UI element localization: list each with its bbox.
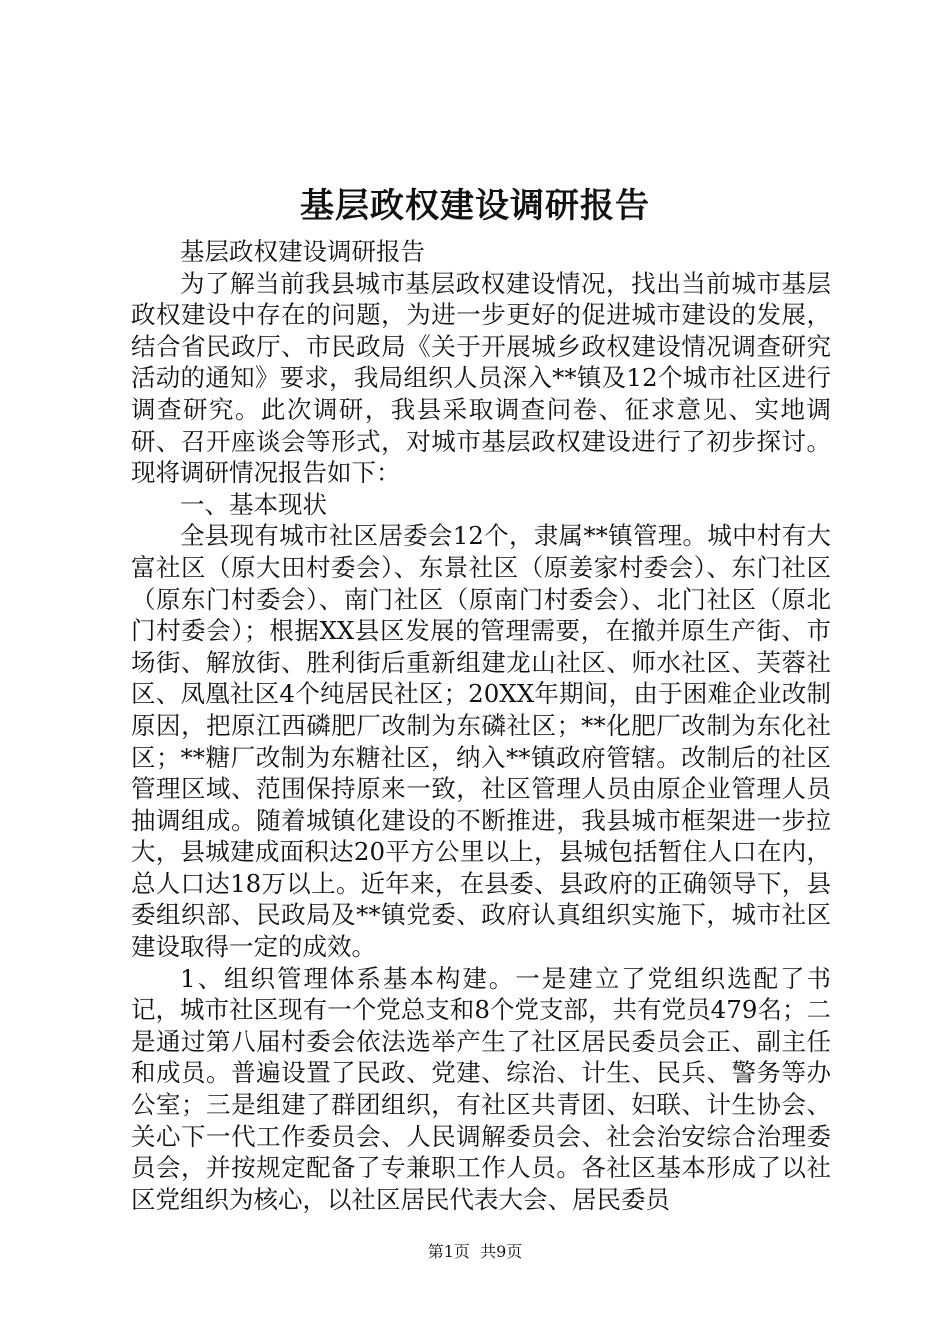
status-paragraph: 全县现有城市社区居委会12个，隶属**镇管理。城中村有大富社区（原大田村委会）、东景社区（原姜家村委会）、东门社区（原东门村委会）、南门社区（原南门村委会）、北门社区（原北门村委会）；根据XX县区发展的管理需要，在撤并原生产街、市场街、解放街、胜利街后重新组建龙山社区、师水社区、芙蓉社区、凤凰社区4个纯居民社区；20XX年期间，由于困难企业改制原因，把原江西磷肥厂改制为东磷社区；**化肥厂改制为东化社区；**糖厂改制为东糖社区，纳入**镇政府管辖。改制后的社区管理区域、范围保持原来一致，社区管理人员由原企业管理人员抽调组成。随着城镇化建设的不断推进，我县城市框架进一步拉大，县城建成面积达20平方公里以上，县城包括暂住人口在内，总人口达18万以上。近年来，在县委、县政府的正确领导下，县委组织部、民政局及**镇党委、政府认真组织实施下，城市社区建设取得一定的成效。 — [131, 521, 831, 962]
page-footer — [0, 1242, 950, 1262]
document-body — [131, 236, 831, 1215]
page-total: 共9页 — [480, 1242, 523, 1261]
organization-paragraph: 1、组织管理体系基本构建。一是建立了党组织选配了书记，城市社区现有一个党总支和8个党支部，共有党员479名；二是通过第八届村委会依法选举产生了社区居民委员会正、副主任和成员。普遍设置了民政、党建、综治、计生、民兵、警务等办公室；三是组建了群团组织，有社区共青团、妇联、计生协会、关心下一代工作委员会、人民调解委员会、社会治安综合治理委员会，并按规定配备了专兼职工作人员。各社区基本形成了以社区党组织为核心，以社区居民代表大会、居民委员 — [131, 963, 831, 1214]
page-number: 第1页 — [427, 1242, 470, 1261]
subtitle-paragraph: 基层政权建设调研报告 — [180, 237, 425, 266]
section-heading: 一、基本现状 — [180, 489, 327, 519]
intro-paragraph: 为了解当前我县城市基层政权建设情况，找出当前城市基层政权建设中存在的问题，为进一步更好的促进城市建设的发展，结合省民政厅、市民政局《关于开展城乡政权建设情况调查研究活动的通知》要求，我局组织人员深入**镇及12个城市社区进行调查研究。此次调研，我县采取调查问卷、征求意见、实地调研、召开座谈会等形式，对城市基层政权建设进行了初步探讨。现将调研情况报告如下： — [131, 268, 831, 488]
document-title: 基层政权建设调研报告 — [300, 186, 650, 226]
